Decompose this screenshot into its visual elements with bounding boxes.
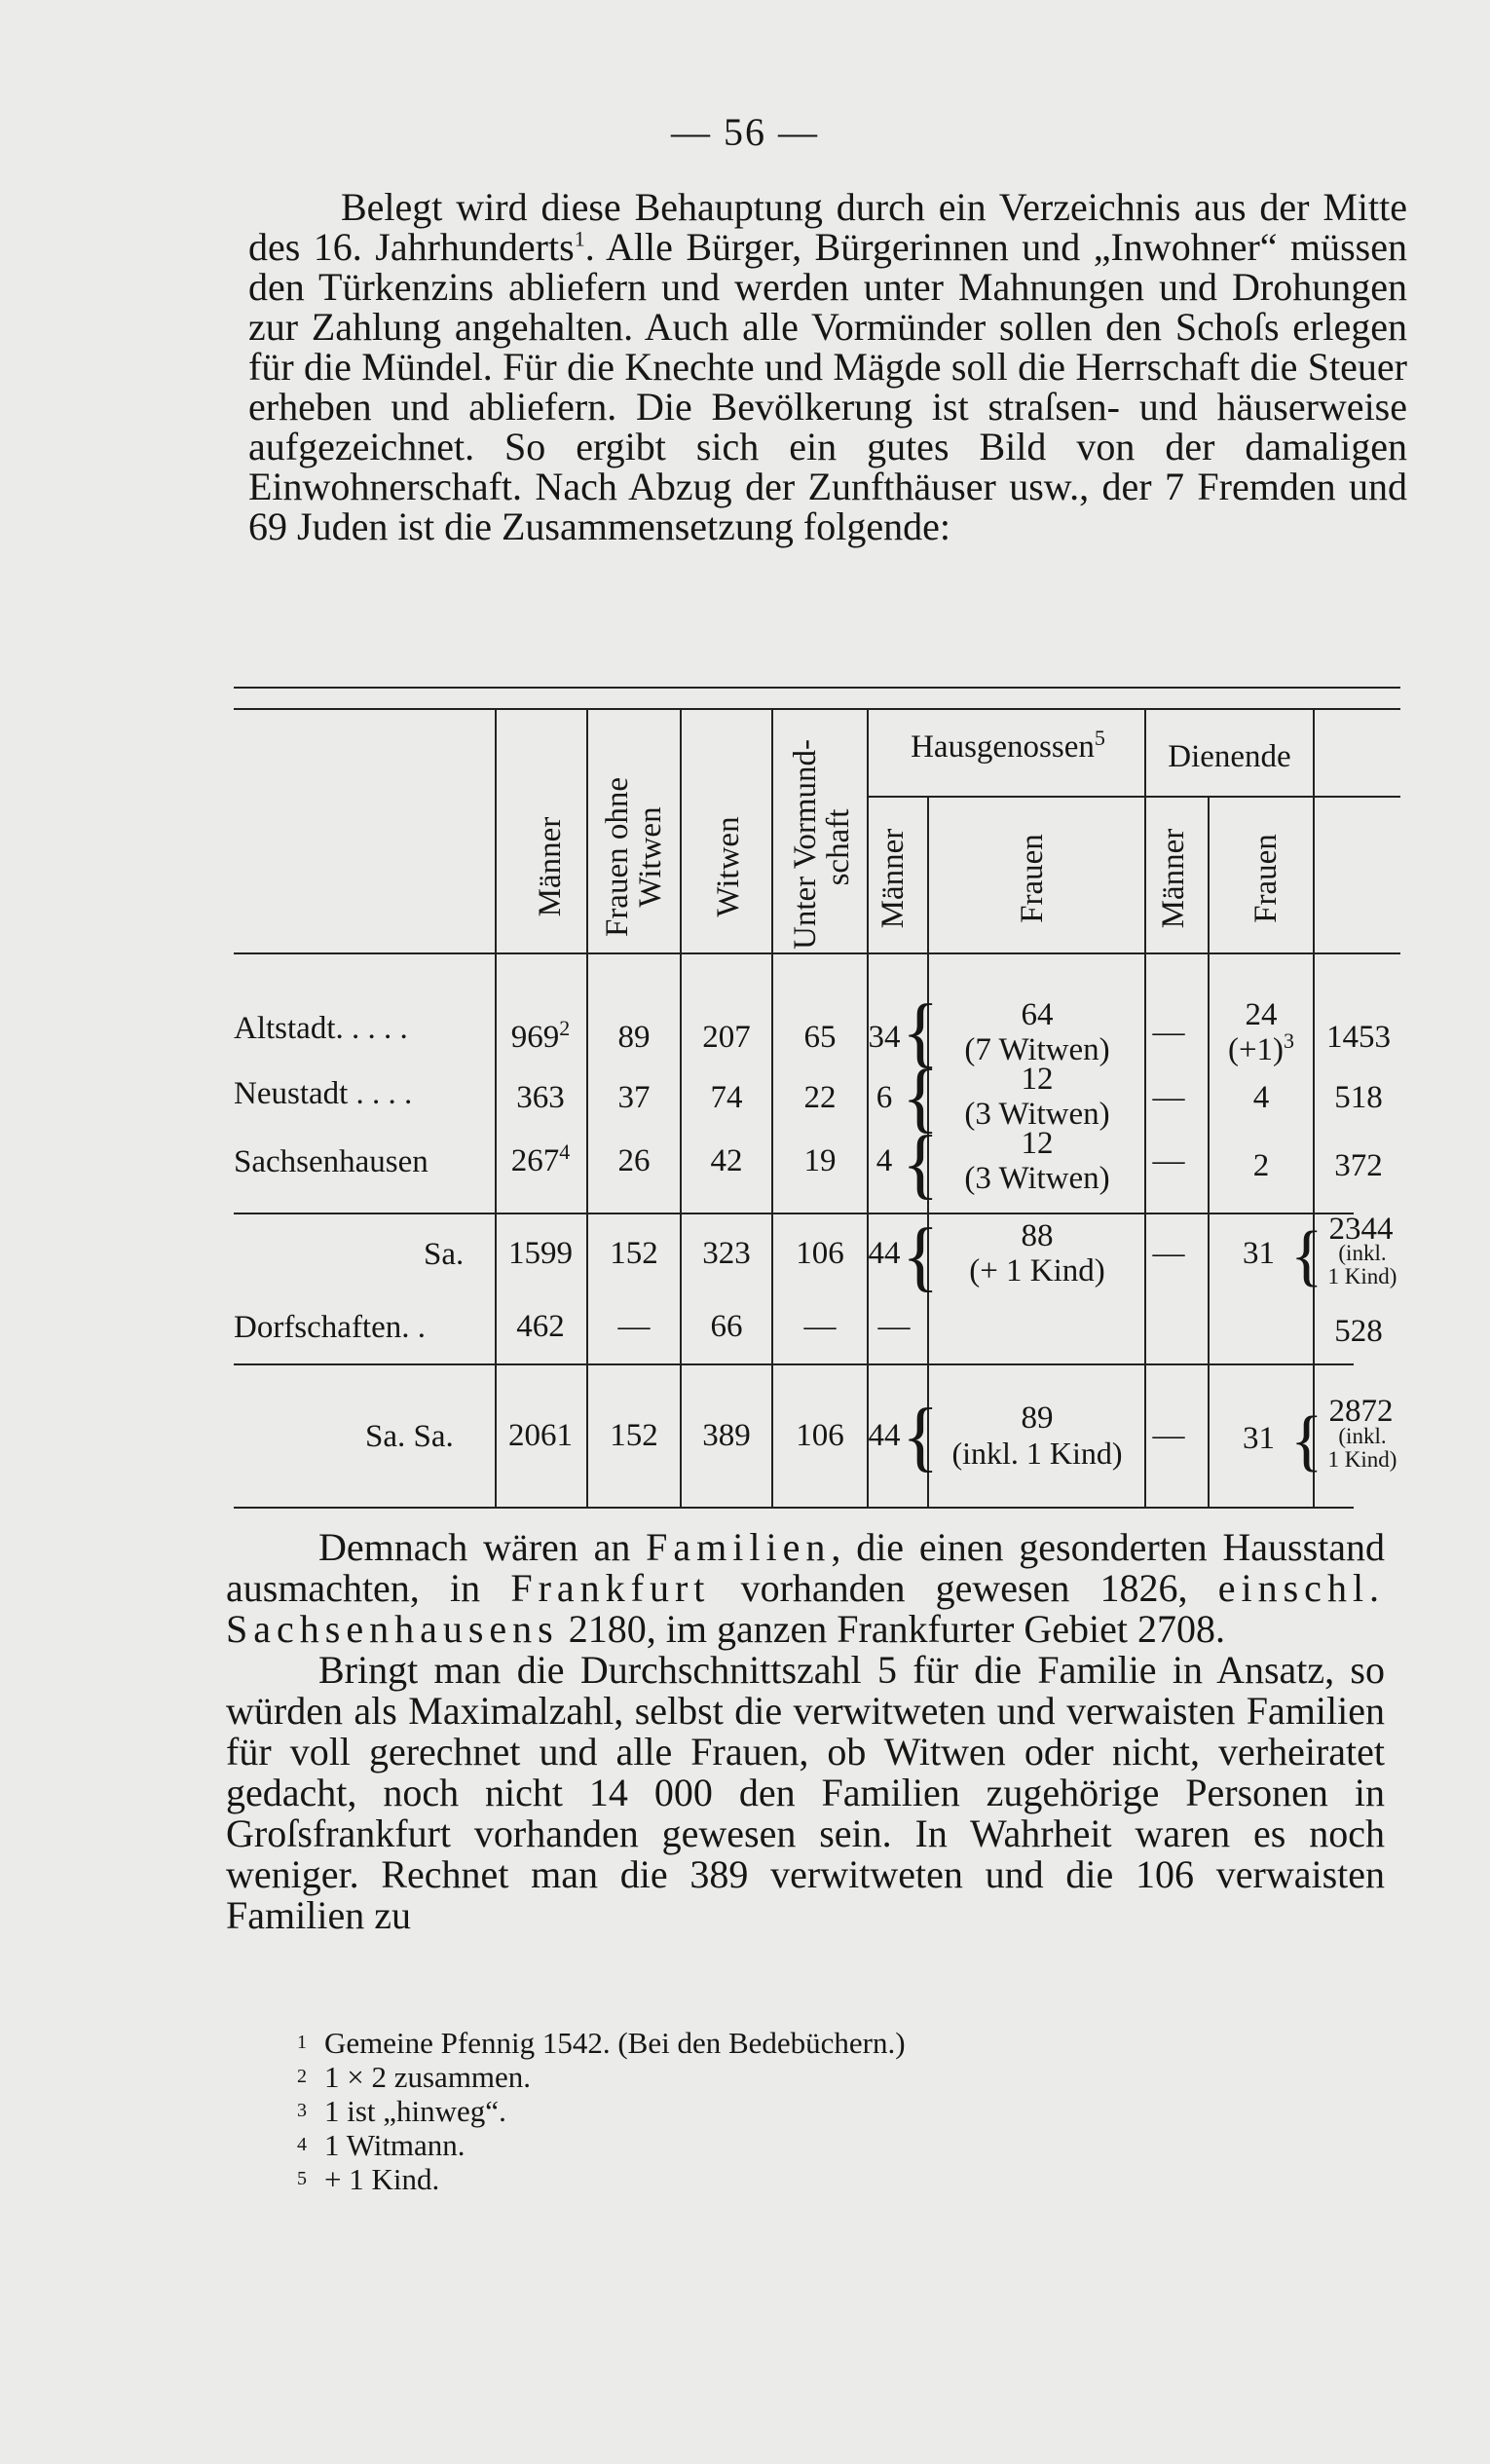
- header-dienende: Dienende: [1168, 739, 1291, 774]
- cell: 26: [617, 1143, 651, 1178]
- cell: 207: [702, 1020, 751, 1055]
- paragraph-intro: Belegt wird diese Behauptung durch ein Verzeichnis aus der Mitte des 16. Jahrhunderts$^1$. Alle Bürger, Bürgerinnen und „Inwohner“ müssen den Türkenzins abliefern und werden unter Mahnungen und Drohungen zur Zahlung angehalten. Auch alle Vormünder sollen den Schoſs erlegen für die Mündel. Für die Knechte und Mägde soll die Herrschaft die Steuer erheben und abliefern. Die Bevölkerung ist straſsen- und häuserweise aufgezeichnet. So ergibt sich ein gutes Bild von der damaligen Einwohnerschaft. Nach Abzug der Zunfthäuser usw., der 7 Fremden und 69 Juden ist die Zusammensetzung folgende:: [248, 185, 1407, 548]
- cell: 4: [875, 1143, 893, 1178]
- cell: 152: [610, 1236, 658, 1271]
- row-label-sasa: Sa. Sa.: [365, 1419, 454, 1454]
- row-label-sachsenhausen: Sachsenhausen: [234, 1144, 428, 1179]
- cell: 22: [803, 1080, 837, 1115]
- cell: 6: [875, 1080, 893, 1115]
- cell: 19: [803, 1143, 837, 1178]
- cell: 528: [1334, 1314, 1383, 1349]
- cell: (inkl.: [1338, 1424, 1387, 1448]
- cell: —: [1152, 1236, 1185, 1271]
- cell: —: [617, 1309, 651, 1344]
- cell: 152: [610, 1418, 658, 1453]
- cell: 89: [617, 1020, 651, 1055]
- cell: 1599: [508, 1236, 573, 1271]
- cell: 462: [516, 1309, 565, 1344]
- row-label-neustadt: Neustadt . . . .: [234, 1076, 413, 1111]
- brace: {: [902, 989, 940, 1075]
- cell: $969^2$: [510, 1016, 571, 1055]
- cell: —: [803, 1309, 837, 1344]
- cell: 106: [796, 1418, 844, 1453]
- cell: 42: [710, 1143, 743, 1178]
- cell: 518: [1334, 1080, 1383, 1115]
- cell: 44: [868, 1418, 901, 1453]
- row-label-sa: Sa.: [424, 1237, 465, 1272]
- row-label-altstadt: Altstadt. . . . .: [234, 1011, 408, 1046]
- cell: (3 Witwen): [964, 1097, 1110, 1132]
- header-frauen-ohne-witwen: Frauen ohne Witwen: [600, 776, 668, 938]
- cell: 4: [1252, 1080, 1270, 1115]
- cell: (inkl.: [1338, 1241, 1387, 1265]
- cell: 34: [868, 1020, 901, 1055]
- cell: $(+1)^3$: [1227, 1028, 1295, 1067]
- header-maenner: Männer: [533, 816, 568, 917]
- cell: 31: [1243, 1421, 1275, 1456]
- cell: —: [1152, 1418, 1185, 1453]
- cell: 24: [1245, 997, 1278, 1032]
- cell: 65: [803, 1020, 837, 1055]
- row-label-dorfschaften: Dorfschaften. .: [234, 1310, 427, 1345]
- footnote: 1 Gemeine Pfennig 1542. (Bei den Bedebüchern.): [297, 2026, 906, 2060]
- cell: 2061: [508, 1418, 573, 1453]
- cell: 106: [796, 1236, 844, 1271]
- cell: 363: [516, 1080, 565, 1115]
- header-witwen: Witwen: [711, 816, 746, 917]
- cell: 1453: [1326, 1020, 1391, 1055]
- cell: 12: [1021, 1126, 1054, 1161]
- cell: 37: [617, 1080, 651, 1115]
- cell: —: [1152, 1143, 1185, 1178]
- cell: —: [1152, 1015, 1185, 1050]
- cell: —: [1152, 1080, 1185, 1115]
- cell: 74: [710, 1080, 743, 1115]
- paragraph-conclusion: Demnach wären an Familien, die einen gesonderten Hausstand ausmachten, in Frankfurt vorhanden gewesen 1826, einschl. Sachsenhausens 2180, im ganzen Frankfurter Gebiet 2708. Bringt man die Durchschnittszahl 5 für die Familie in Ansatz, so würden als Maximalzahl, selbst die verwitweten und verwaisten Familien für voll gerechnet und alle Frauen, ob Witwen oder nicht, verheiratet gedacht, noch nicht 14 000 den Familien zugehörige Personen in Groſsfrankfurt vorhanden gewesen sein. In Wahrheit waren es noch weniger. Rechnet man die 389 verwitweten und die 106 verwaisten Familien zu: [226, 1525, 1386, 1937]
- footnote: 4 1 Witmann.: [297, 2128, 466, 2162]
- cell: 89: [1021, 1400, 1054, 1436]
- header-d-frauen: Frauen: [1248, 834, 1284, 923]
- cell: (3 Witwen): [964, 1161, 1110, 1196]
- header-hg-frauen: Frauen: [1015, 834, 1050, 923]
- header-hg-maenner: Männer: [875, 828, 911, 929]
- cell: (7 Witwen): [964, 1032, 1110, 1067]
- page-number: — 56 —: [671, 110, 819, 154]
- brace: {: [902, 1055, 940, 1140]
- footnote-ref-1: 1: [574, 226, 585, 251]
- cell: (+ 1 Kind): [969, 1253, 1105, 1288]
- cell: 12: [1021, 1062, 1054, 1097]
- cell: 372: [1334, 1148, 1383, 1183]
- footnote: 5 + 1 Kind.: [297, 2162, 440, 2196]
- footnote: 2 1 × 2 zusammen.: [297, 2060, 532, 2094]
- header-hausgenossen: Hausgenossen$^5$: [911, 726, 1105, 765]
- footnotes: [297, 2026, 1173, 2196]
- brace: {: [1290, 1218, 1323, 1293]
- footnote: 3 1 ist „hinweg“.: [297, 2094, 506, 2128]
- cell: 2344: [1328, 1212, 1394, 1247]
- cell: 1 Kind): [1327, 1447, 1397, 1472]
- cell: 2: [1252, 1148, 1270, 1183]
- cell: $267^4$: [510, 1139, 571, 1178]
- cell: 44: [868, 1236, 901, 1271]
- header-unter-vormundschaft: Unter Vormund- schaft: [788, 738, 856, 950]
- cell: 31: [1243, 1236, 1275, 1271]
- cell: 64: [1021, 997, 1054, 1032]
- cell: 1 Kind): [1327, 1264, 1397, 1288]
- brace: {: [902, 1394, 940, 1479]
- brace: {: [902, 1121, 940, 1207]
- cell: 66: [710, 1309, 743, 1344]
- header-d-maenner: Männer: [1156, 828, 1191, 929]
- cell: 88: [1021, 1218, 1054, 1253]
- brace: {: [1290, 1403, 1323, 1478]
- cell: 389: [702, 1418, 751, 1453]
- population-table: [234, 687, 1402, 1514]
- cell: —: [877, 1309, 911, 1344]
- brace: {: [902, 1213, 940, 1299]
- cell: 323: [702, 1236, 751, 1271]
- cell: 2872: [1328, 1394, 1394, 1429]
- cell: (inkl. 1 Kind): [951, 1436, 1123, 1471]
